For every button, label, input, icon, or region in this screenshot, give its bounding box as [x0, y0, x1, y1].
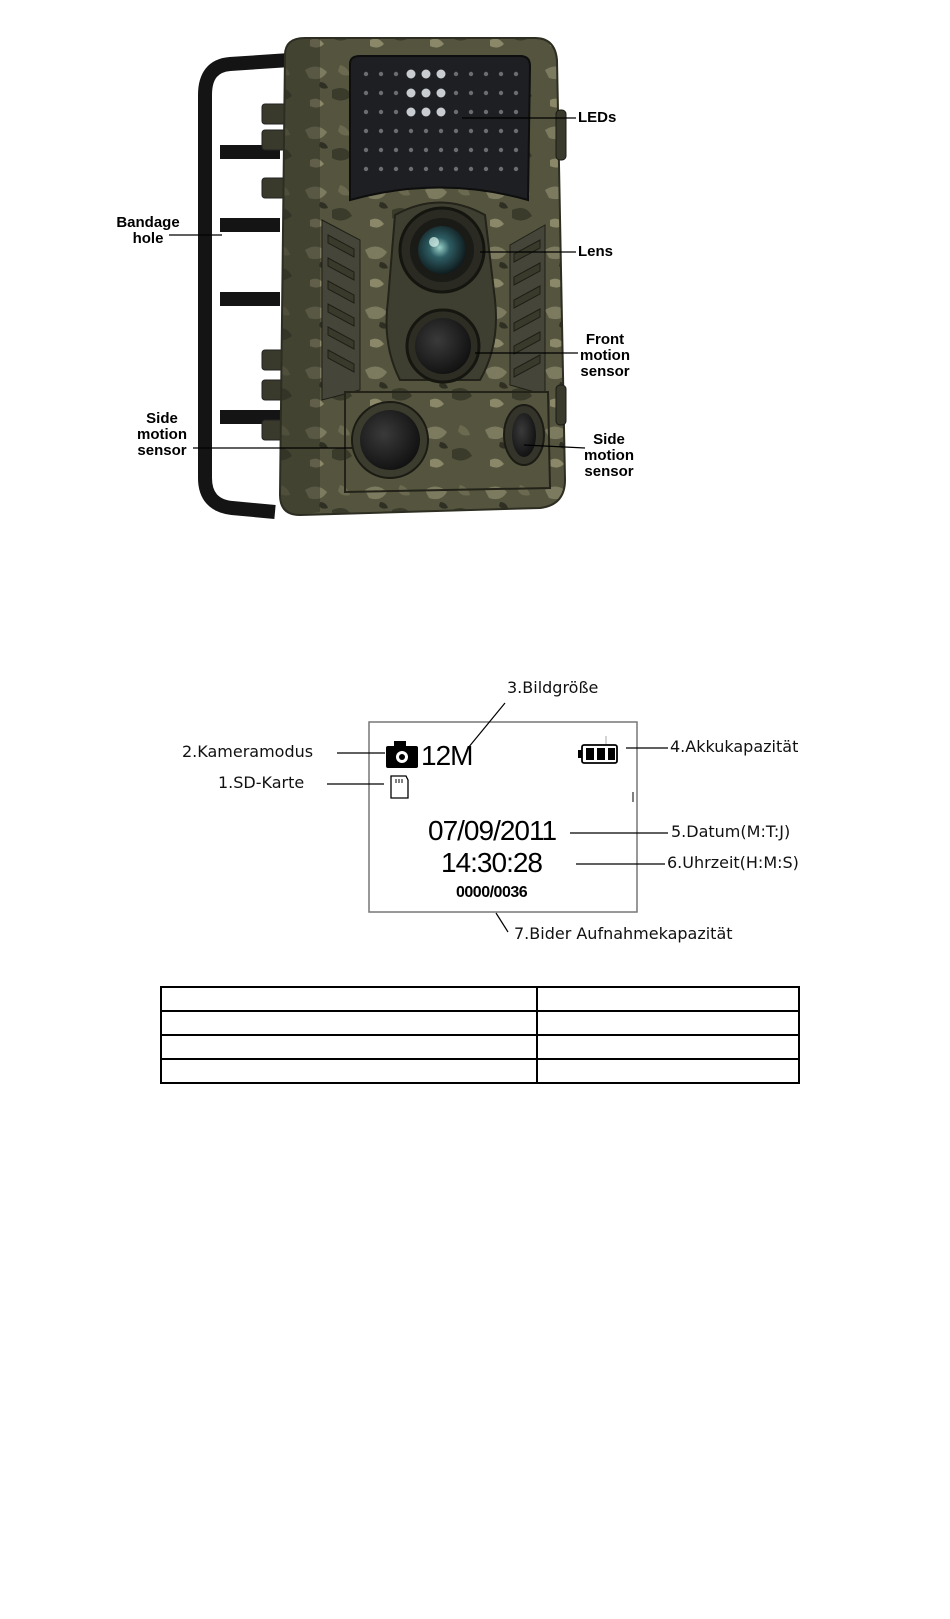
led-dot: [454, 129, 458, 133]
time-value: 14:30:28: [441, 847, 542, 878]
led-dot: [364, 72, 368, 76]
table-row: [161, 1035, 799, 1059]
led-dot: [469, 72, 473, 76]
led-dot: [499, 91, 503, 95]
led-dot: [454, 72, 458, 76]
led-dot: [437, 89, 446, 98]
led-dot: [499, 167, 503, 171]
led-dot: [379, 129, 383, 133]
led-dot: [394, 72, 398, 76]
led-panel: [350, 56, 530, 200]
led-dot: [514, 167, 518, 171]
led-dot: [499, 110, 503, 114]
led-dot: [469, 167, 473, 171]
blank-table: [160, 986, 800, 1084]
lcd-screen-diagram: [0, 670, 950, 950]
led-dot: [454, 110, 458, 114]
led-dot: [394, 129, 398, 133]
led-dot: [424, 167, 428, 171]
led-dot: [439, 167, 443, 171]
table-cell: [537, 1011, 799, 1035]
led-dot: [409, 129, 413, 133]
callout-image-size: 3.Bildgröße: [507, 678, 599, 697]
side-grille-right: [510, 225, 545, 395]
led-dot: [394, 91, 398, 95]
led-dot: [407, 70, 416, 79]
led-dot: [514, 91, 518, 95]
led-dot: [379, 72, 383, 76]
led-dot: [379, 91, 383, 95]
led-dot: [469, 129, 473, 133]
table-row: [161, 1059, 799, 1083]
led-dot: [469, 91, 473, 95]
callout-camera-mode: 2.Kameramodus: [182, 742, 314, 761]
led-dot: [407, 89, 416, 98]
led-dot: [439, 129, 443, 133]
led-dot: [484, 110, 488, 114]
led-dot: [454, 91, 458, 95]
led-dot: [364, 129, 368, 133]
label-front-motion-sensor: Front motion sensor: [580, 331, 630, 380]
led-dot: [499, 72, 503, 76]
front-motion-sensor: [407, 310, 479, 382]
led-dot: [439, 148, 443, 152]
led-dot: [364, 91, 368, 95]
led-dot: [469, 148, 473, 152]
led-dot: [437, 70, 446, 79]
lcd-figure: [0, 670, 950, 950]
led-dot: [394, 110, 398, 114]
image-size-value: 12M: [421, 740, 473, 771]
label-side-motion-sensor-left: Side motion sensor: [137, 410, 187, 459]
led-dot: [422, 89, 431, 98]
table-cell: [537, 1059, 799, 1083]
led-dot: [484, 167, 488, 171]
table-cell: [161, 1035, 537, 1059]
led-dot: [484, 148, 488, 152]
led-dot: [424, 129, 428, 133]
table-cell: [161, 1011, 537, 1035]
battery-icon: [578, 745, 617, 763]
sd-card-icon: [391, 776, 408, 798]
table-cell: [537, 987, 799, 1011]
label-bandage-hole: Bandage hole: [116, 214, 180, 247]
led-dot: [484, 91, 488, 95]
led-dot: [454, 148, 458, 152]
callout-date: 5.Datum(M:T:J): [671, 822, 791, 841]
trail-camera-illustration: [0, 0, 950, 560]
led-dot: [514, 129, 518, 133]
label-leds: LEDs: [578, 109, 617, 126]
callout-sd-card: 1.SD-Karte: [218, 773, 305, 792]
callout-battery: 4.Akkukapazität: [670, 737, 799, 756]
led-dot: [364, 167, 368, 171]
led-dot: [394, 167, 398, 171]
callout-capacity: 7.Bider Aufnahmekapazität: [514, 924, 733, 943]
side-grille-left: [322, 220, 360, 400]
led-dot: [407, 108, 416, 117]
table-row: [161, 1011, 799, 1035]
led-dot: [437, 108, 446, 117]
led-dot: [484, 129, 488, 133]
camera-figure: [0, 0, 950, 560]
led-dot: [422, 70, 431, 79]
date-value: 07/09/2011: [428, 815, 557, 846]
table-cell: [537, 1035, 799, 1059]
led-dot: [454, 167, 458, 171]
led-dot: [514, 110, 518, 114]
led-dot: [422, 108, 431, 117]
led-dot: [499, 148, 503, 152]
table-cell: [161, 1059, 537, 1083]
camera-lens: [400, 208, 484, 292]
led-dot: [514, 72, 518, 76]
callout-time: 6.Uhrzeit(H:M:S): [667, 853, 799, 872]
label-side-motion-sensor-right: Side motion sensor: [584, 431, 634, 480]
table-cell: [161, 987, 537, 1011]
table-row: [161, 987, 799, 1011]
led-dot: [394, 148, 398, 152]
led-dot: [514, 148, 518, 152]
lower-sensor-housing: [345, 392, 550, 492]
photo-counter-value: 0000/0036: [456, 884, 528, 901]
led-dot: [409, 148, 413, 152]
led-dot: [424, 148, 428, 152]
led-dot: [484, 72, 488, 76]
led-dot: [379, 148, 383, 152]
label-lens: Lens: [578, 243, 614, 260]
led-dot: [409, 167, 413, 171]
mounting-strap: [205, 60, 290, 512]
led-dot: [469, 110, 473, 114]
led-dot: [364, 110, 368, 114]
led-dot: [364, 148, 368, 152]
led-dot: [499, 129, 503, 133]
led-dot: [379, 167, 383, 171]
led-dot: [379, 110, 383, 114]
